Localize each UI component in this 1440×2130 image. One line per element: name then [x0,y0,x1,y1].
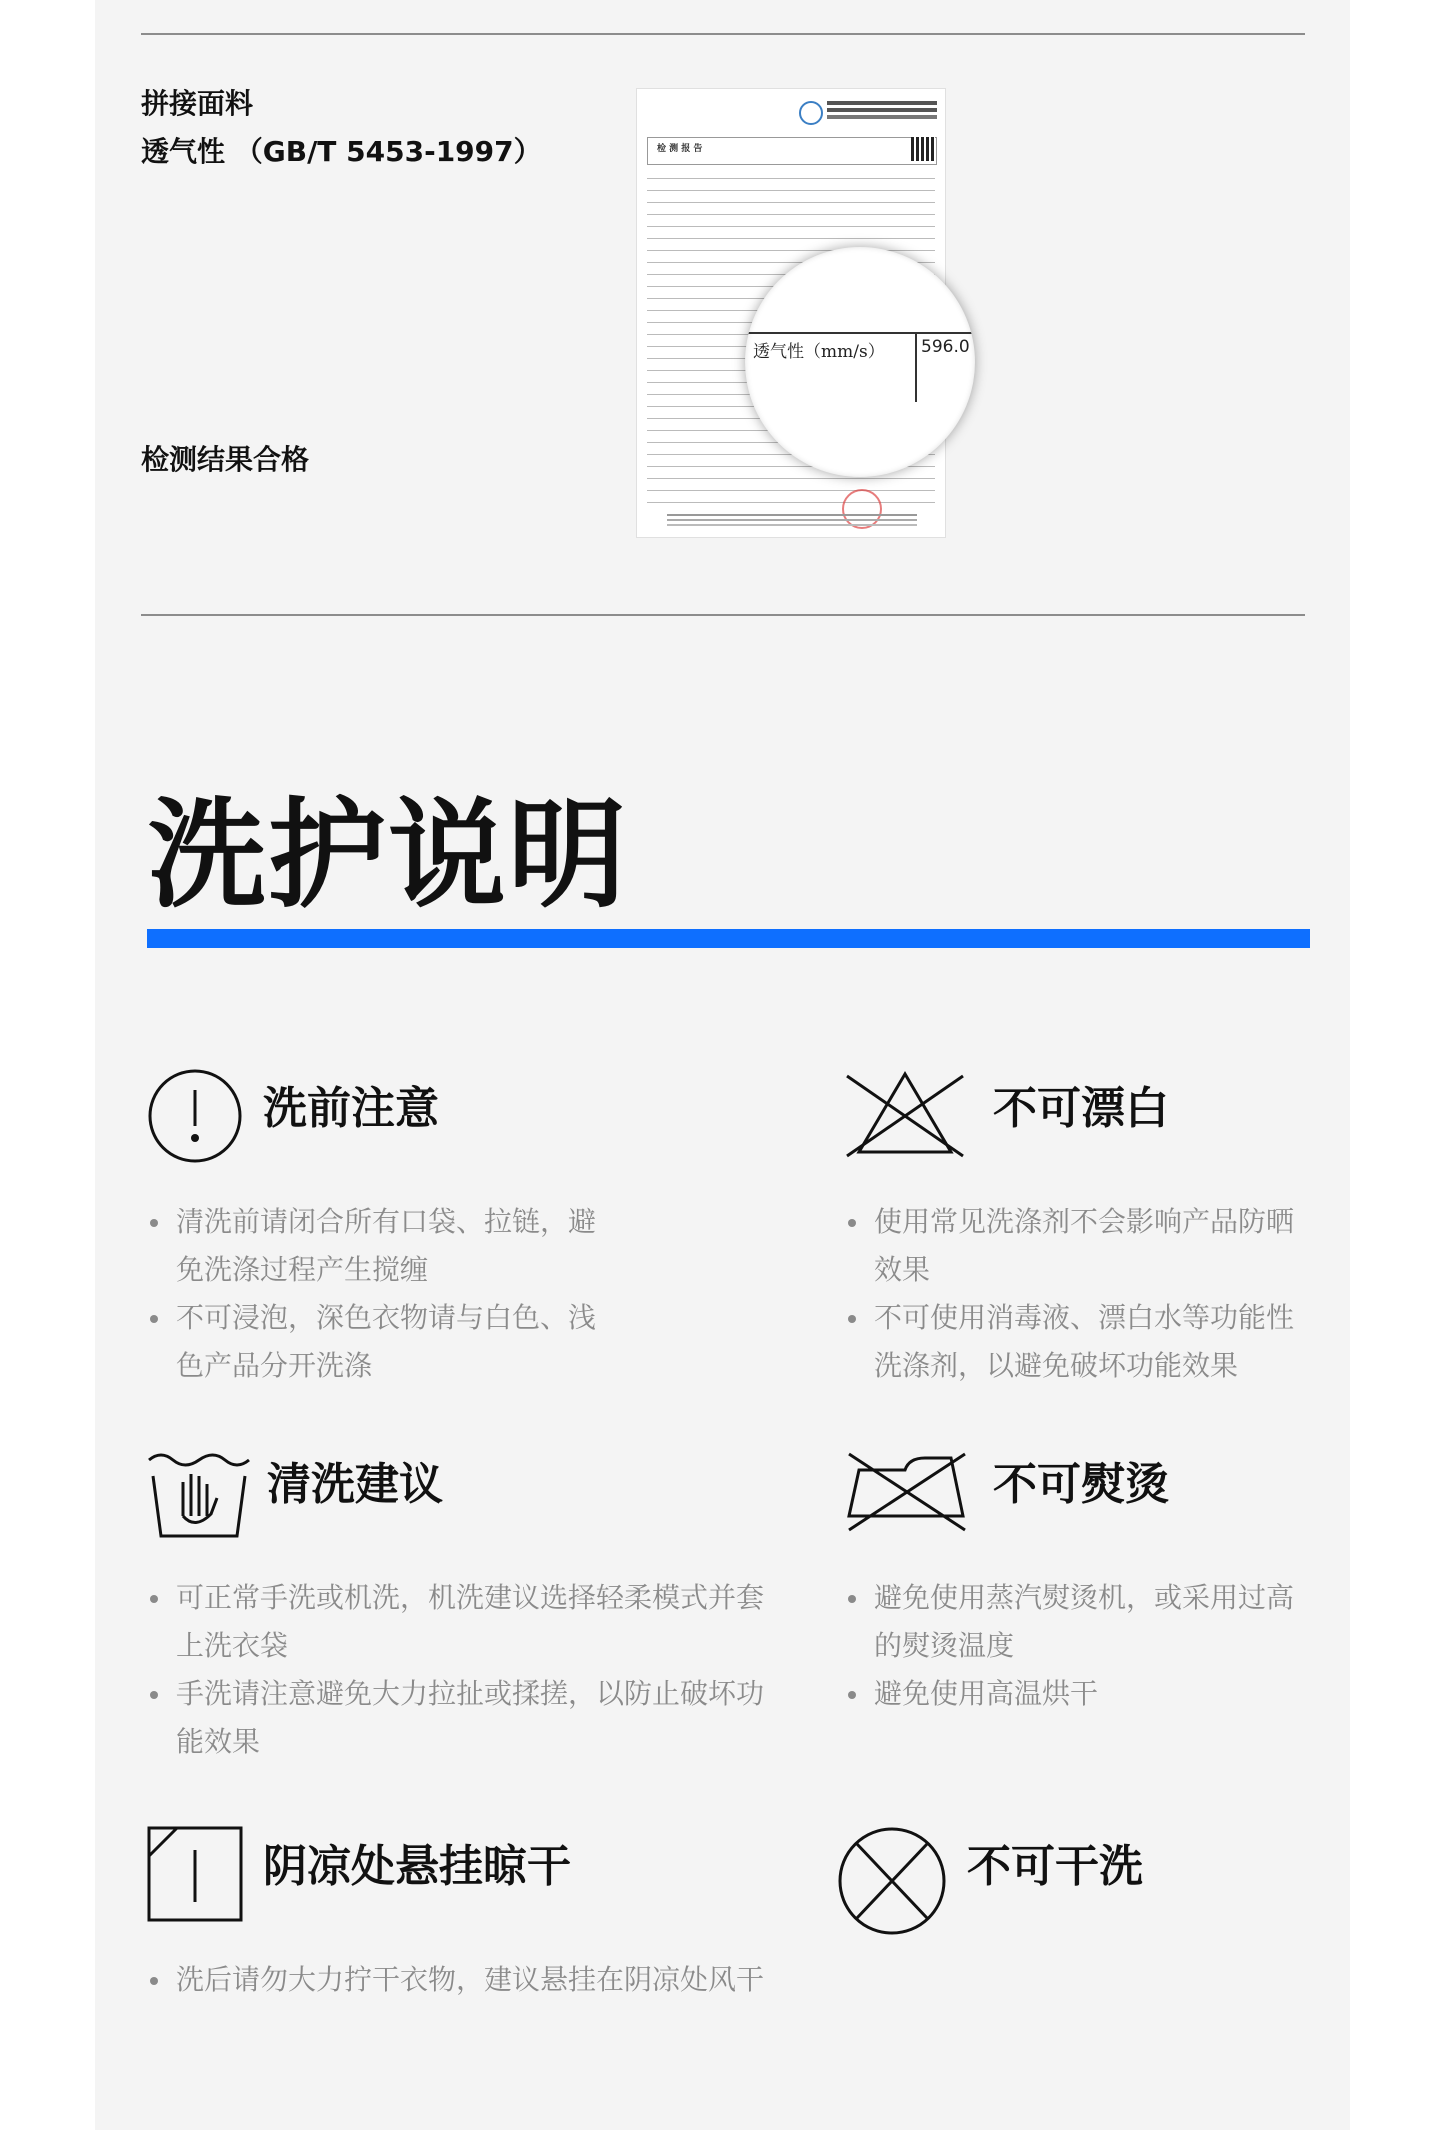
section-line-dry [147,1826,787,2026]
list-item: 洗后请勿大力拧干衣物，建议悬挂在阴凉处风干 [147,1956,787,2004]
section-title: 不可漂白 [993,1083,1169,1134]
hand-wash-icon [147,1444,251,1540]
care-title: 洗护说明 [148,786,629,924]
list-item: 可正常手洗或机洗，机洗建议选择轻柔模式并套上洗衣袋 [147,1574,787,1670]
report-title: 检 测 报 告 [657,144,703,154]
title-accent-bar [147,929,1310,948]
section-list [845,1198,1295,1390]
exclamation-circle-icon [147,1068,243,1164]
section-title: 清洗建议 [267,1459,443,1510]
fabric-label: 拼接面料 [141,87,254,120]
report-header-text [827,101,937,105]
section-no-bleach [845,1068,1325,1388]
property-label: 透气性 （GB/T 5453-1997） [141,135,542,168]
no-iron-icon [845,1444,969,1532]
section-list [147,1956,787,2004]
report-logo-icon [799,101,823,125]
list-item: 不可使用消毒液、漂白水等功能性洗涤剂，以避免破坏功能效果 [845,1294,1295,1390]
section-no-iron [845,1444,1325,1764]
qr-code-icon [911,137,935,161]
section-title: 阴凉处悬挂晾干 [263,1841,571,1892]
result-label: 检测结果合格 [141,443,310,476]
list-item: 不可浸泡，深色衣物请与白色、浅色产品分开洗涤 [147,1294,607,1390]
list-item: 清洗前请闭合所有口袋、拉链，避免洗涤过程产生搅缠 [147,1198,607,1294]
top-divider [141,33,1305,35]
magnified-label: 透气性（mm/s） [753,342,885,362]
section-before-wash [147,1068,787,1388]
section-title: 不可熨烫 [993,1459,1169,1510]
mid-divider [141,614,1305,616]
section-wash-advice [147,1444,787,1764]
no-bleach-icon [845,1068,965,1158]
section-no-dry-clean [837,1826,1317,1946]
list-item: 避免使用蒸汽熨烫机，或采用过高的熨烫温度 [845,1574,1295,1670]
red-stamp-icon [842,489,882,529]
report-footer [667,514,917,516]
section-list [147,1198,607,1390]
list-item: 避免使用高温烘干 [845,1670,1295,1718]
section-title: 不可干洗 [967,1841,1143,1892]
section-list [845,1574,1295,1718]
test-labels [141,80,542,176]
section-list [147,1574,787,1766]
line-dry-shade-icon [147,1826,243,1922]
list-item: 使用常见洗涤剂不会影响产品防晒效果 [845,1198,1295,1294]
report-magnifier [745,247,975,477]
magnified-value: 596.0 [921,337,970,357]
section-title: 洗前注意 [263,1083,439,1134]
no-dry-clean-icon [837,1826,947,1936]
list-item: 手洗请注意避免大力拉扯或揉搓，以防止破坏功能效果 [147,1670,787,1766]
